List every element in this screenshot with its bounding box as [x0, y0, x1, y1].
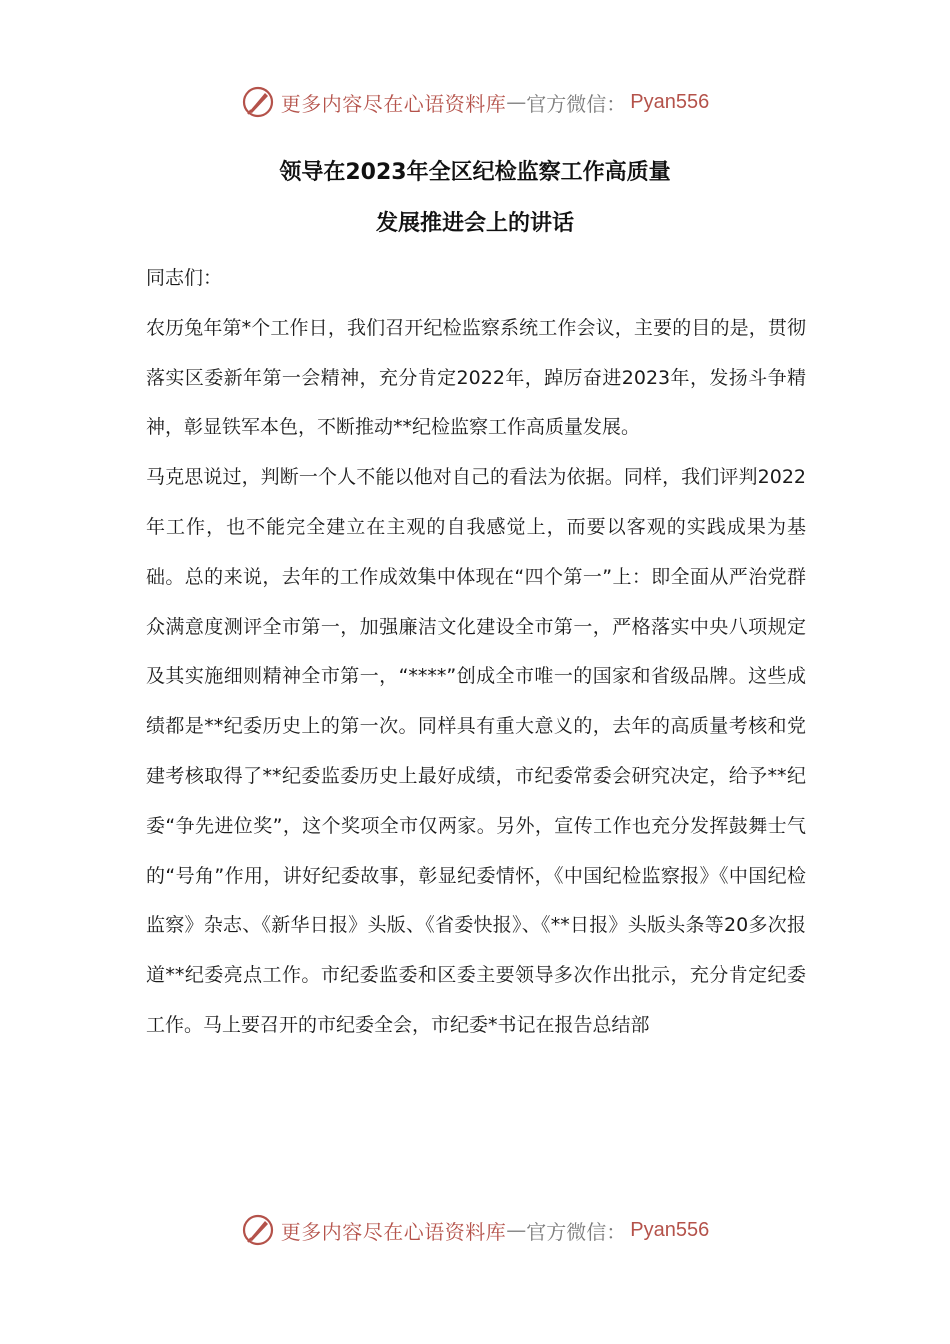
header-watermark-banner	[0, 82, 950, 122]
banner-text: 更多内容尽在心语资料库	[280, 1219, 507, 1244]
banner-wechat-id: Pyan556	[630, 90, 710, 113]
quill-logo-icon	[241, 85, 275, 119]
footer-watermark-banner	[0, 1210, 950, 1250]
banner-official-label: 官方微信：	[526, 1219, 627, 1244]
body-paragraph: 马克思说过，判断一个人不能以他对自己的看法为依据。同样，我们评判2022年工作，也不能完全建立在主观的自我感觉上，而要以客观的实践成果为基础。总的来说，去年的工作成效集中体现在“四个第一”上：即全面从严治党群众满意度测评全市第一，加强廉洁文化建设全市第一，严格落实中央八项规定及其实施细则精神全市第一，“****”创成全市唯一的国家和省级品牌。这些成绩都是**纪委历史上的第一次。同样具有重大意义的，去年的高质量考核和党建考核取得了**纪委监委历史上最好成绩，市纪委常委会研究决定，给予**纪委“争先进位奖”，这个奖项全市仅两家。另外，宣传工作也充分发挥鼓舞士气的“号角”作用，讲好纪委故事，彰显纪委情怀，《中国纪检监察报》《中国纪检监察》杂志、《新华日报》头版、《省委快报》、《**日报》头版头条等20多次报道**纪委亮点工作。市纪委监委和区委主要领导多次作出批示，充分肯定纪委工作。马上要召开的市纪委全会，市纪委*书记在报告总结部	[146, 466, 806, 1036]
banner-separator: —	[506, 90, 527, 114]
body-paragraph: 农历兔年第*个工作日，我们召开纪检监察系统工作会议，主要的目的是，贯彻落实区委新年第一会精神，充分肯定2022年，踔厉奋进2023年，发扬斗争精神，彰显铁军本色，不断推动**纪检监察工作高质量发展。	[146, 316, 806, 439]
salutation: 同志们：	[146, 267, 223, 289]
document-body	[146, 254, 806, 1051]
banner-text: 更多内容尽在心语资料库	[280, 91, 507, 116]
document-title-line-1: 领导在2023年全区纪检监察工作高质量	[279, 160, 671, 185]
document-title-line-2: 发展推进会上的讲话	[375, 211, 574, 236]
banner-separator: —	[506, 1218, 527, 1242]
quill-logo-icon	[241, 1213, 275, 1247]
banner-wechat-id: Pyan556	[630, 1218, 710, 1241]
banner-official-label: 官方微信：	[526, 91, 627, 116]
